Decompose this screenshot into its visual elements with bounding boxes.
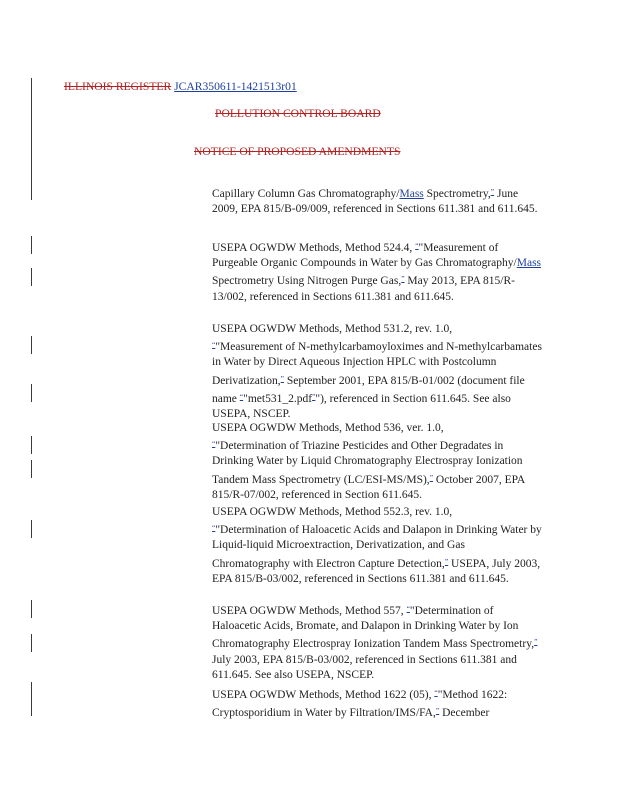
change-bar	[31, 336, 32, 354]
quote-mark: “	[212, 439, 216, 449]
quote-mark: “	[239, 391, 244, 401]
change-bar	[31, 520, 32, 538]
quote-mark: ”	[435, 706, 440, 716]
reference-entry: USEPA OGWDW Methods, Method 536, ver. 1.0, “"Determination of Triazine Pesticides and Other Degradates in Drinking Water by Liquid Chromatography Electrospray Ionization Tandem Mass Spectrometry (LC/ESI-MS/MS),” October 2007, EPA 815/R-07/002, referenced in Section 611.645.	[212, 422, 525, 501]
change-bar	[31, 634, 32, 652]
quote-mark: ”	[280, 373, 284, 383]
change-bar	[31, 436, 32, 454]
change-bar	[31, 682, 32, 716]
quote-mark: ”	[534, 637, 538, 647]
change-bar	[31, 600, 32, 618]
quote-mark: ”	[490, 187, 495, 196]
register-header	[64, 80, 297, 93]
quote-mark: “	[415, 241, 419, 250]
change-bar	[31, 460, 32, 478]
reference-entry: USEPA OGWDW Methods, Method 1622 (05), “"Method 1622: Cryptosporidium in Water by Filtration/IMS/FA,” December	[212, 688, 508, 720]
quote-mark: ”	[444, 556, 449, 566]
board-title: POLLUTION CONTROL BOARD	[215, 107, 381, 120]
reference-entry: USEPA OGWDW Methods, Method 524.4, “"Measurement of Purgeable Organic Compounds in Water by Gas Chromatography/Mass Spectrometry Using Nitrogen Purge Gas,” May 2013, EPA 815/R-13/002, referenced in Sections 611.381 and 611.645.	[212, 241, 542, 303]
register-deleted-text: ILLINOIS REGISTER	[64, 80, 172, 93]
quote-mark: “	[434, 688, 438, 697]
quote-mark: ”	[401, 274, 405, 284]
quote-mark: “	[212, 523, 216, 533]
notice-title: NOTICE OF PROPOSED AMENDMENTS	[194, 145, 401, 158]
reference-entry: Capillary Column Gas Chromatography/Mass Spectrometry,” June 2009, EPA 815/B-09/009, referenced in Sections 611.381 and 611.645.	[212, 187, 538, 216]
change-bar	[31, 268, 32, 286]
reference-entry: USEPA OGWDW Methods, Method 557, “"Determination of Haloacetic Acids, Bromate, and Dalapon in Drinking Water by Ion Chromatography Electrospray Ionization Tandem Mass Spectrometry,” July 2003, EPA 815/B-03/002, referenced in Sections 611.381 and 611.645. See also USEPA, NSCEP.	[212, 604, 538, 681]
change-bar	[31, 236, 32, 254]
inserted-text: Mass	[516, 257, 542, 270]
quote-mark: “	[212, 340, 216, 350]
change-bar	[31, 78, 32, 200]
inserted-text: Mass	[399, 188, 424, 200]
change-bar	[31, 384, 32, 402]
quote-mark: “	[406, 604, 410, 613]
reference-entry: USEPA OGWDW Methods, Method 552.3, rev. 1.0, “"Determination of Haloacetic Acids and Dalapon in Drinking Water by Liquid-liquid Microextraction, Derivatization, and Gas Chromatography with Electron Capture Detection,” USEPA, July 2003, EPA 815/B-03/002, referenced in Sections 611.381 and 611.645.	[212, 506, 542, 585]
register-inserted-text: JCAR350611-1421513r01	[174, 80, 297, 93]
quote-mark: ”	[429, 472, 434, 482]
quote-mark: ”	[312, 391, 316, 401]
reference-entry: USEPA OGWDW Methods, Method 531.2, rev. 1.0, “"Measurement of N-methylcarbamoyloximes and N-methylcarbamates in Water by Direct Aqueous Injection HPLC with Postcolumn Derivatization,” September 2001, EPA 815/B-01/002 (document file name “"met531_2.pdf”"), referenced in Section 611.645. See also USEPA, NSCEP.	[212, 323, 542, 421]
